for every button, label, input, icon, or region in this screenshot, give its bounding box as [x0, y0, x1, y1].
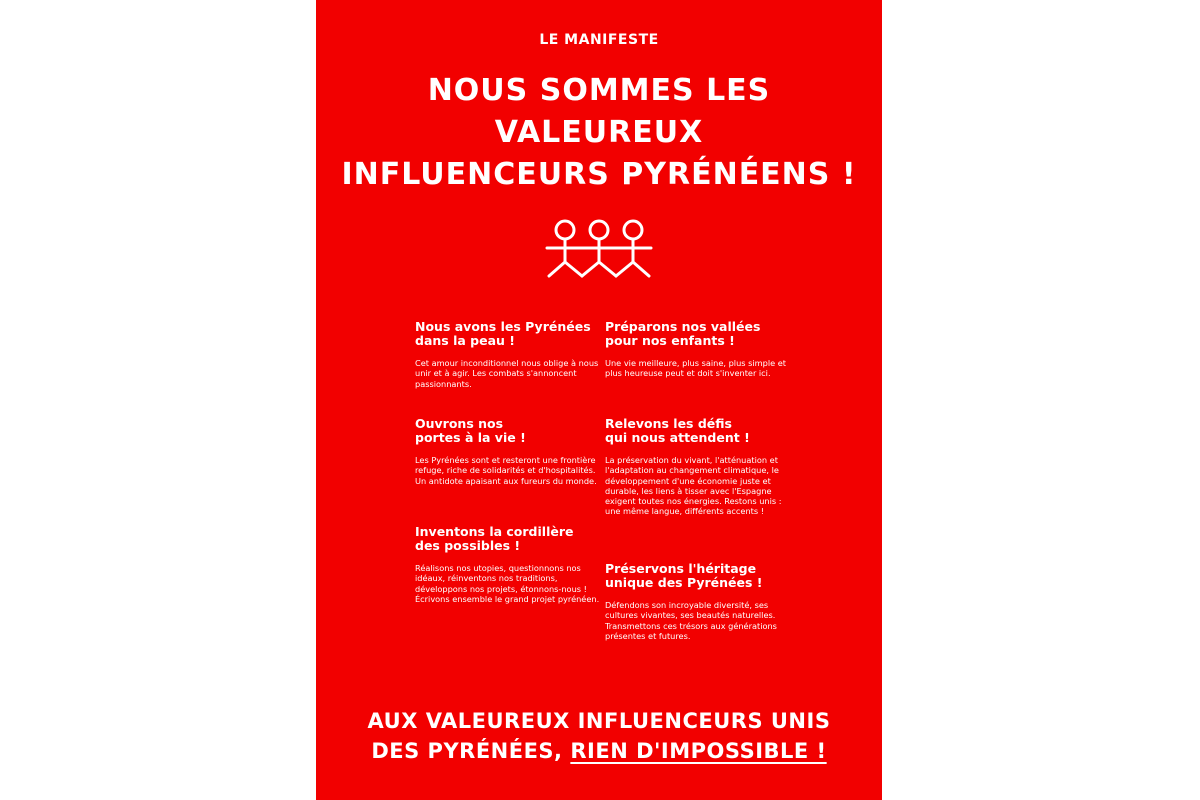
section-title — [605, 320, 790, 348]
section-title-line-1: Ouvrons nos — [415, 416, 504, 431]
section-preparons-nos-vallees — [605, 320, 790, 379]
headline-line-2: VALEUREUX — [494, 115, 704, 150]
section-title-line-2: dans la peau ! — [415, 333, 515, 348]
headline — [316, 70, 882, 196]
footer-emphasis: RIEN D'IMPOSSIBLE ! — [570, 739, 827, 763]
section-ouvrons-nos-portes — [415, 417, 600, 486]
section-body: Une vie meilleure, plus saine, plus simple et plus heureuse peut et doit s'inventer ici. — [605, 358, 786, 379]
section-title-line-2: des possibles ! — [415, 538, 521, 553]
footer-slogan — [316, 706, 882, 766]
manifesto-poster — [316, 0, 882, 800]
footer-line-1: AUX VALEUREUX INFLUENCEURS UNIS — [367, 709, 831, 733]
section-body: Défendons son incroyable diversité, ses cultures vivantes, ses beautés naturelles. Transmettons ces trésors aux générations présentes et futures. — [605, 600, 777, 641]
section-title-line-1: Relevons les défis — [605, 416, 732, 431]
headline-line-3: INFLUENCEURS PYRÉNÉENS ! — [341, 157, 857, 192]
section-title-line-2: qui nous attendent ! — [605, 430, 750, 445]
section-body: Cet amour inconditionnel nous oblige à nous unir et à agir. Les combats s'annoncent passionnants. — [415, 358, 599, 389]
section-inventons-la-cordillere — [415, 525, 600, 604]
section-title — [415, 320, 600, 348]
section-title-line-1: Nous avons les Pyrénées — [415, 319, 591, 334]
section-title — [605, 562, 790, 590]
section-title-line-1: Préservons l'héritage — [605, 561, 757, 576]
headline-line-1: NOUS SOMMES LES — [427, 73, 771, 108]
section-title — [415, 525, 600, 553]
section-title — [415, 417, 600, 445]
section-body: Réalisons nos utopies, questionnons nos idéaux, réinventons nos traditions, développons nos projets, étonnons-nous ! Écrivons ensemble le grand projet pyrénéen. — [415, 563, 600, 604]
footer-line-2-prefix: DES PYRÉNÉES, — [371, 739, 571, 763]
three-linked-people-icon — [545, 214, 653, 280]
section-title-line-1: Inventons la cordillère — [415, 524, 574, 539]
section-body: Les Pyrénées sont et resteront une frontière refuge, riche de solidarités et d'hospitalités. Un antidote apaisant aux fureurs du monde. — [415, 455, 597, 486]
section-body: La préservation du vivant, l'atténuation et l'adaptation au changement climatique, le développement d'une économie juste et durable, les liens à tisser avec l'Espagne exigent toutes nos énergies. Restons unis : une même langue, différents accents ! — [605, 455, 782, 517]
section-title-line-2: unique des Pyrénées ! — [605, 575, 763, 590]
section-pyrenees-dans-la-peau — [415, 320, 600, 389]
section-title-line-2: portes à la vie ! — [415, 430, 526, 445]
footer-line-2 — [316, 736, 882, 766]
section-title — [605, 417, 790, 445]
section-title-line-1: Préparons nos vallées — [605, 319, 761, 334]
section-preservons-l-heritage — [605, 562, 790, 641]
kicker-label: LE MANIFESTE — [539, 32, 659, 48]
section-relevons-les-defis — [605, 417, 790, 517]
section-title-line-2: pour nos enfants ! — [605, 333, 735, 348]
